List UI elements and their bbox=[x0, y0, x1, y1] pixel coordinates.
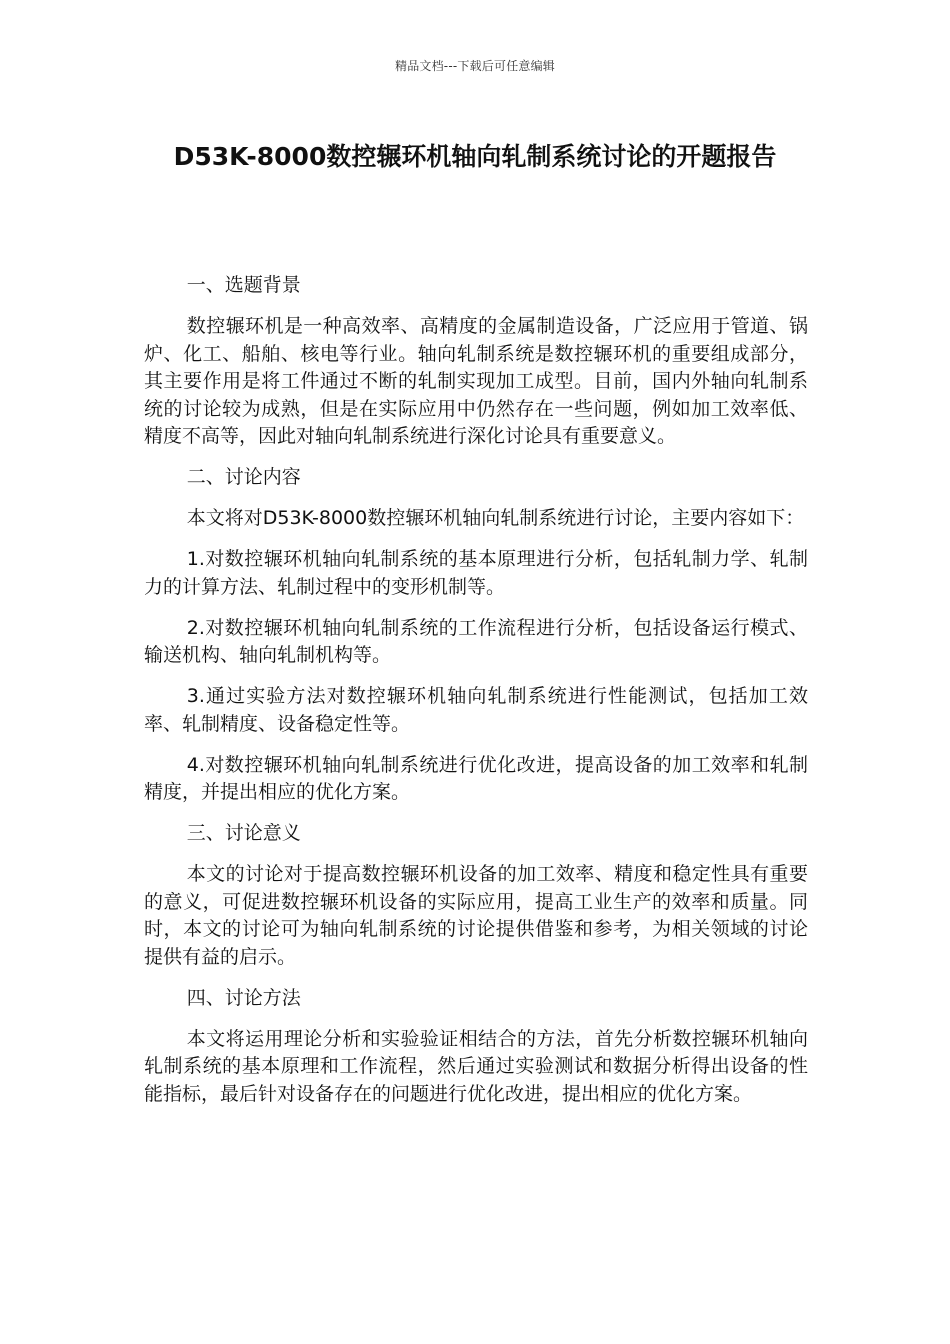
paragraph-method: 本文将运用理论分析和实验验证相结合的方法，首先分析数控辗环机轴向轧制系统的基本原理和工作流程，然后通过实验测试和数据分析得出设备的性能指标，最后针对设备存在的问题进行优化改进，提出相应的优化方案。 bbox=[144, 1027, 808, 1105]
section-heading-content: 二、讨论内容 bbox=[186, 466, 301, 488]
paragraph-background: 数控辗环机是一种高效率、高精度的金属制造设备，广泛应用于管道、锅炉、化工、船舶、核电等行业。轴向轧制系统是数控辗环机的重要组成部分，其主要作用是将工件通过不断的轧制实现加工成型。目前，国内外轴向轧制系统的讨论较为成熟，但是在实际应用中仍然存在一些问题，例如加工效率低、精度不高等，因此对轴向轧制系统进行深化讨论具有重要意义。 bbox=[144, 315, 808, 447]
paragraph-content-intro: 本文将对D53K-8000数控辗环机轴向轧制系统进行讨论，主要内容如下： bbox=[186, 507, 805, 529]
header-note: 精品文档---下载后可任意编辑 bbox=[395, 59, 555, 73]
document-title: D53K-8000数控辗环机轴向轧制系统讨论的开题报告 bbox=[173, 142, 777, 171]
section-heading-method: 四、讨论方法 bbox=[186, 986, 301, 1009]
section-heading-background: 一、选题背景 bbox=[186, 274, 301, 296]
paragraph-content-item-4: 4.对数控辗环机轴向轧制系统进行优化改进，提高设备的加工效率和轧制精度，并提出相应的优化方案。 bbox=[144, 753, 808, 803]
paragraph-content-item-3: 3.通过实验方法对数控辗环机轴向轧制系统进行性能测试，包括加工效率、轧制精度、设备稳定性等。 bbox=[144, 685, 808, 735]
paragraph-significance: 本文的讨论对于提高数控辗环机设备的加工效率、精度和稳定性具有重要的意义，可促进数控辗环机设备的实际应用，提高工业生产的效率和质量。同时，本文的讨论可为轴向轧制系统的讨论提供借鉴和参考，为相关领域的讨论提供有益的启示。 bbox=[144, 863, 808, 968]
document-body bbox=[144, 272, 808, 1122]
paragraph-content-item-1: 1.对数控辗环机轴向轧制系统的基本原理进行分析，包括轧制力学、轧制力的计算方法、轧制过程中的变形机制等。 bbox=[144, 548, 808, 598]
paragraph-content-item-2: 2.对数控辗环机轴向轧制系统的工作流程进行分析，包括设备运行模式、输送机构、轴向轧制机构等。 bbox=[144, 616, 808, 666]
section-heading-significance: 三、讨论意义 bbox=[186, 822, 301, 844]
